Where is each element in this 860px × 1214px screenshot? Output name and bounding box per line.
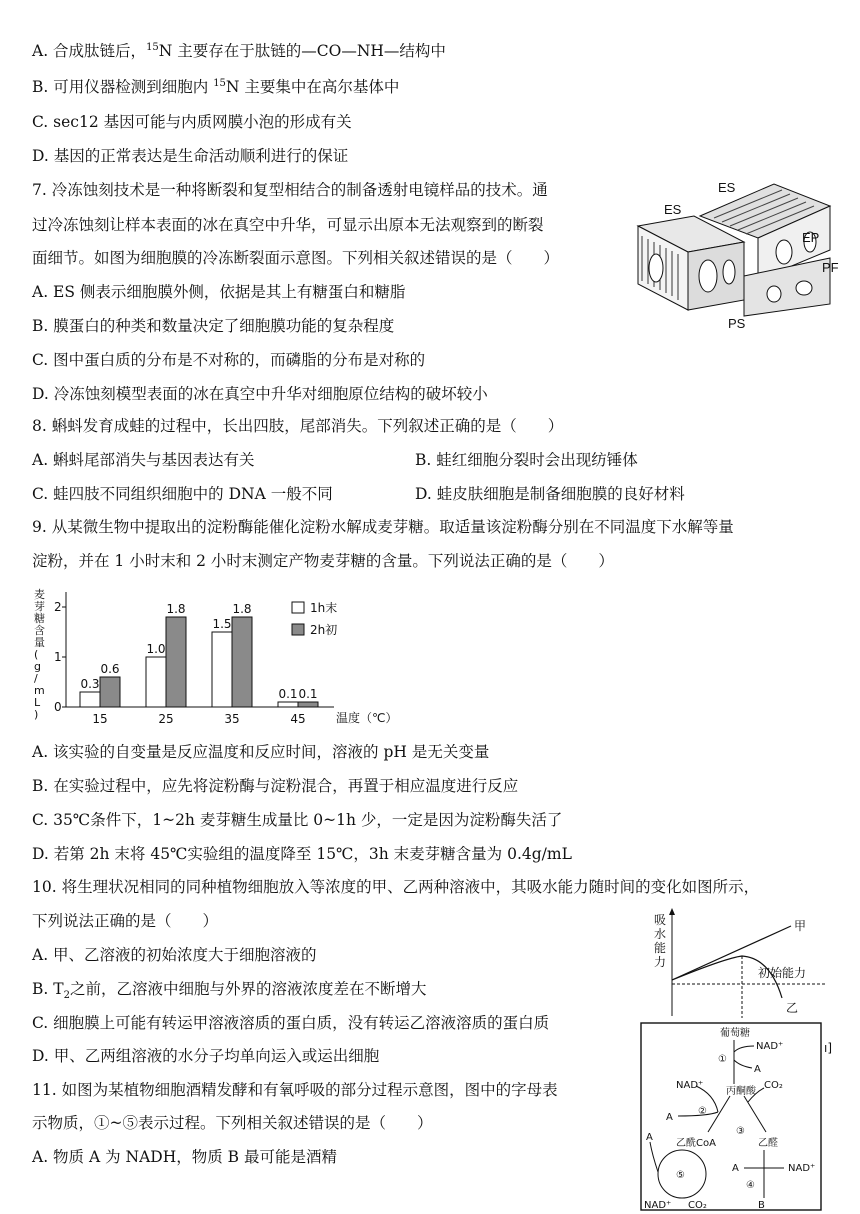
q9-option-d: D. 若第 2h 末将 45℃实验组的温度降至 15℃，3h 末麦芽糖含量为 0.4g/mL [32, 845, 572, 863]
q10-option-a: A. 甲、乙溶液的初始浓度大于细胞溶液的 [32, 946, 317, 964]
chart-legend-swatch [292, 624, 304, 635]
chart-ylabel-char: ) [34, 708, 39, 721]
q7-option-b: B. 膜蛋白的种类和数量决定了细胞膜功能的复杂程度 [32, 317, 395, 335]
step-2: ② [698, 1106, 707, 1117]
chart-bar [166, 617, 186, 707]
chart-value-label: 1.8 [232, 602, 252, 616]
chart-value-label: 1.8 [166, 602, 186, 616]
chart-ylabel-char: 芽 [34, 600, 45, 613]
chart-category-label: 25 [158, 712, 174, 726]
acetaldehyde-label: 乙醛 [758, 1138, 778, 1149]
step-3: ③ [736, 1126, 745, 1137]
metabolism-pathway-figure [640, 1022, 832, 1212]
b-label: B [758, 1200, 765, 1211]
graph-y-arrow [669, 908, 675, 915]
label-ep: EP [802, 230, 820, 245]
q8-option-d: D. 蛙皮肤细胞是制备细胞膜的良好材料 [415, 485, 685, 503]
q6-option-a: A. 合成肽链后，$^{15}$N 主要存在于肽链的—CO—NH—结构中 [32, 41, 446, 60]
label-es-left: ES [664, 202, 682, 217]
q11-option-a: A. 物质 A 为 NADH，物质 B 最可能是酒精 [32, 1148, 337, 1166]
q7-stem-line1: 7. 冷冻蚀刻技术是一种将断裂和复型相结合的制备透射电镜样品的技术。通 [32, 181, 548, 199]
q6-option-d: D. 基因的正常表达是生命活动顺利进行的保证 [32, 147, 349, 165]
a-label-1: A [754, 1064, 761, 1075]
nad-label-4: NAD⁺ [788, 1163, 816, 1174]
q6-option-c: C. sec12 基因可能与内质网膜小泡的形成有关 [32, 113, 352, 131]
label-es-right: ES [718, 180, 736, 195]
q10-option-b: B. $T_2$之前，乙溶液中细胞与外界的溶液浓度差在不断增大 [32, 980, 427, 1002]
glucose-label: 葡萄糖 [720, 1028, 750, 1039]
chart-ylabel-char: 量 [34, 636, 45, 649]
chart-ylabel-char: L [34, 696, 41, 709]
nad-label-3: NAD⁺ [644, 1200, 672, 1211]
line-jia-label: 甲 [794, 919, 807, 933]
chart-bar [100, 677, 120, 707]
chart-bar [146, 657, 166, 707]
nad-label-2: NAD⁺ [676, 1080, 704, 1091]
chart-bar [278, 702, 298, 707]
q7-option-d: D. 冷冻蚀刻模型表面的冰在真空中升华对细胞原位结构的破坏较小 [32, 385, 488, 403]
chart-bar [212, 632, 232, 707]
chart-ylabel-char: g [34, 660, 41, 673]
chart-ytick-label: 1 [54, 650, 62, 664]
chart-ytick-label: 0 [54, 700, 62, 714]
q7-option-a: A. ES 侧表示细胞膜外侧，依据是其上有糖蛋白和糖脂 [32, 283, 406, 301]
chart-legend-swatch [292, 602, 304, 613]
a-label-2: A [666, 1112, 673, 1123]
pyruvate-label: 丙酮酸 [726, 1086, 756, 1097]
chart-ytick-label: 2 [54, 600, 62, 614]
q8-option-a: A. 蝌蚪尾部消失与基因表达有关 [32, 451, 255, 469]
q8-stem: 8. 蝌蚪发育成蛙的过程中，长出四肢，尾部消失。下列叙述正确的是（ ） [32, 417, 564, 435]
membrane-freeze-fracture-figure [634, 176, 840, 332]
q9-option-a: A. 该实验的自变量是反应温度和反应时间，溶液的 pH 是无关变量 [32, 743, 490, 761]
chart-y-axis-label [34, 588, 45, 721]
q8-option-c: C. 蛙四肢不同组织细胞中的 DNA 一般不同 [32, 485, 333, 503]
label-ps: PS [728, 316, 746, 331]
chart-ylabel-char: 含 [34, 624, 45, 637]
q9-option-b: B. 在实验过程中，应先将淀粉酶与淀粉混合，再置于相应温度进行反应 [32, 777, 519, 795]
q10-option-d: D. 甲、乙两组溶液的水分子均单向运入或运出细胞 [32, 1047, 380, 1065]
nad-label-1: NAD⁺ [756, 1041, 784, 1052]
chart-bar [298, 702, 318, 707]
a-label-4: A [732, 1163, 739, 1174]
q11-stem-line1: 11. 如图为某植物细胞酒精发酵和有氧呼吸的部分过程示意图，图中的字母表 [32, 1081, 558, 1099]
chart-value-label: 1.0 [146, 642, 166, 656]
q9-stem-line1: 9. 从某微生物中提取出的淀粉酶能催化淀粉水解成麦芽糖。取适量该淀粉酶分别在不同温度下水解等量 [32, 518, 734, 536]
chart-ylabel-char: / [34, 672, 38, 685]
chart-value-label: 0.1 [278, 687, 298, 701]
svg-text:ı]: ı] [824, 1041, 832, 1055]
chart-value-label: 1.5 [212, 617, 232, 631]
co2-label-2: CO₂ [688, 1200, 707, 1211]
line-yi-label: 乙 [786, 1001, 799, 1015]
chart-ylabel-char: 糖 [34, 612, 45, 625]
chart-legend-label: 2h初 [310, 623, 338, 637]
chart-ylabel-char: ( [34, 648, 39, 661]
q10-stem-line1: 10. 将生理状况相同的同种植物细胞放入等浓度的甲、乙两种溶液中，其吸水能力随时间的变化如图所示， [32, 878, 760, 896]
q7-stem-line3: 面细节。如图为细胞膜的冷冻断裂面示意图。下列相关叙述错误的是（ ） [32, 249, 560, 267]
q6-option-b: B. 可用仪器检测到细胞内 $^{15}$N 主要集中在高尔基体中 [32, 77, 400, 96]
q10-option-c: C. 细胞膜上可能有转运甲溶液溶质的蛋白质，没有转运乙溶液溶质的蛋白质 [32, 1014, 550, 1032]
q11-stem-line2: 示物质，①~⑤表示过程。下列相关叙述错误的是（ ） [32, 1114, 433, 1132]
step-5: ⑤ [676, 1170, 685, 1181]
step-1: ① [718, 1054, 727, 1065]
q10-stem-line2: 下列说法正确的是（ ） [32, 912, 219, 930]
acetylcoa-label: 乙酰CoA [676, 1138, 716, 1149]
label-pf: PF [822, 260, 839, 275]
chart-category-label: 35 [224, 712, 240, 726]
q9-option-c: C. 35℃条件下，1~2h 麦芽糖生成量比 0~1h 少，一定是因为淀粉酶失活了 [32, 811, 563, 829]
chart-legend [292, 600, 337, 637]
chart-ylabel-char: m [34, 684, 45, 697]
maltose-bar-chart [30, 586, 410, 732]
q7-stem-line2: 过冷冻蚀刻让样本表面的冰在真空中升华，可显示出原本无法观察到的断裂 [32, 216, 544, 234]
chart-bar [80, 692, 100, 707]
chart-x-axis-label: 温度（℃） [336, 711, 398, 725]
step-4: ④ [746, 1180, 755, 1191]
graph-y-label: 吸水能力 [654, 913, 667, 969]
baseline-label: 初始能力 [758, 966, 807, 980]
chart-value-label: 0.1 [298, 687, 318, 701]
chart-ylabel-char: 麦 [34, 588, 45, 601]
co2-label-1: CO₂ [764, 1080, 783, 1091]
chart-value-label: 0.3 [80, 677, 100, 691]
chart-bar [232, 617, 252, 707]
q7-option-c: C. 图中蛋白质的分布是不对称的，而磷脂的分布是对称的 [32, 351, 426, 369]
chart-value-label: 0.6 [100, 662, 120, 676]
q9-stem-line2: 淀粉，并在 1 小时末和 2 小时末测定产物麦芽糖的含量。下列说法正确的是（ ） [32, 552, 614, 570]
water-absorption-graph [646, 906, 830, 1020]
chart-category-label: 15 [92, 712, 108, 726]
q8-option-b: B. 蛙红细胞分裂时会出现纺锤体 [415, 451, 638, 469]
chart-category-label: 45 [290, 712, 306, 726]
a-label-3: A [646, 1132, 653, 1143]
chart-legend-label: 1h末 [310, 601, 338, 615]
